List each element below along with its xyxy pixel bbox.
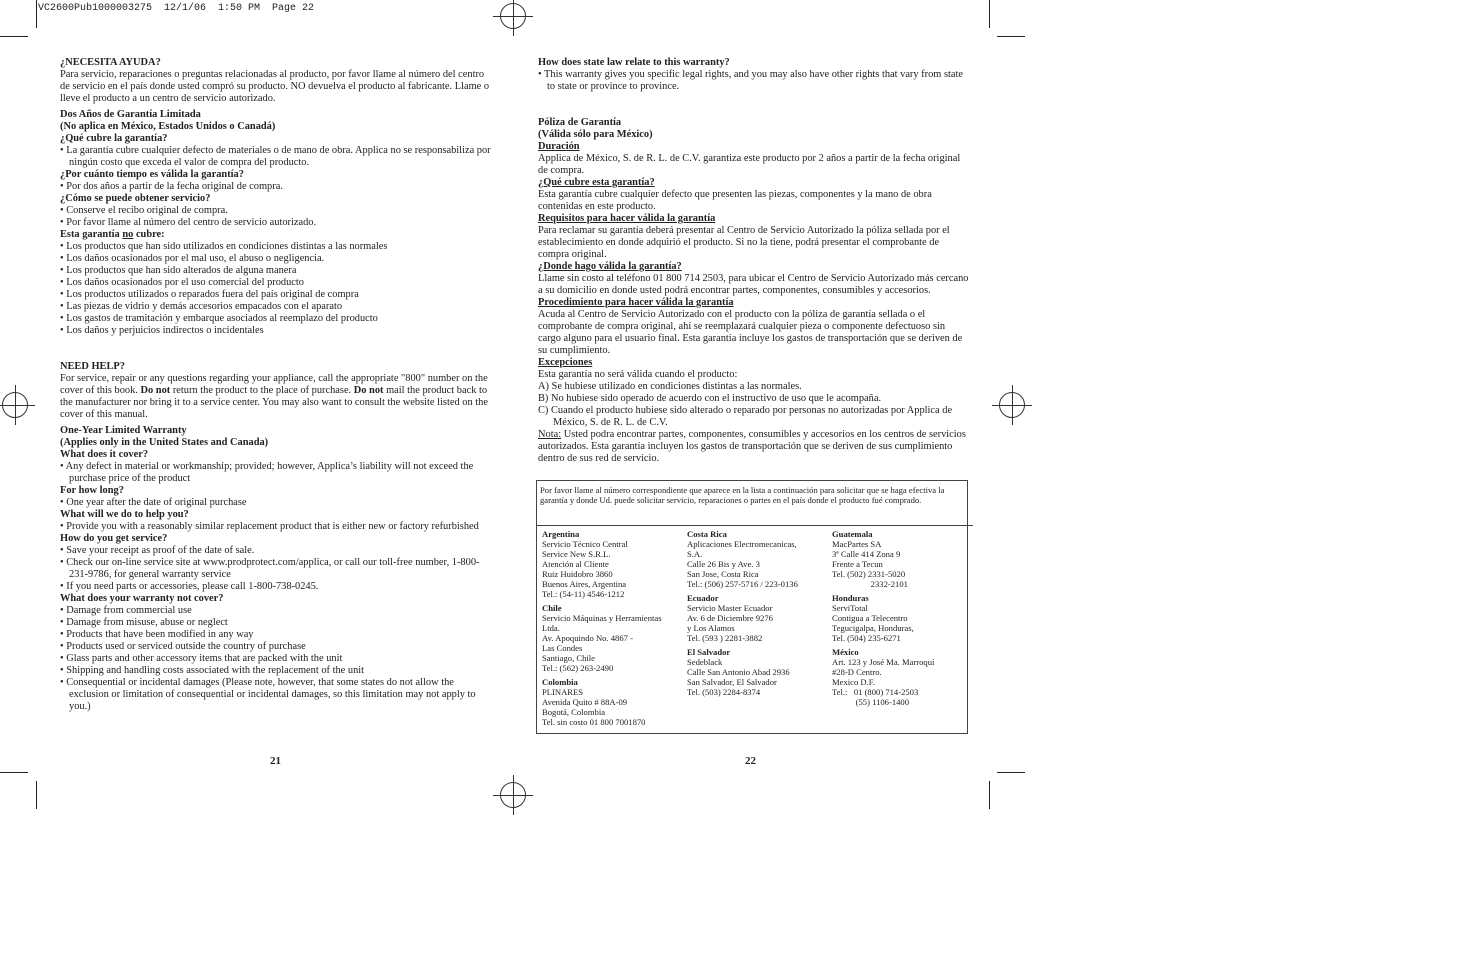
question: For how long? — [60, 485, 124, 496]
section-subtitle: (Válida sólo para México) — [538, 129, 653, 140]
page-number: 21 — [270, 755, 281, 767]
bullet-item: • Any defect in material or workmanship; provided; however, Applica’s liability will not exceed the purchase price of the product — [60, 461, 474, 484]
country-name: Argentina — [542, 529, 580, 539]
crop-mark — [0, 36, 28, 37]
paragraph: Esta garantía no será válida cuando el producto: — [538, 369, 738, 380]
section-title: ¿NECESITA AYUDA? — [60, 57, 161, 68]
right-page-column — [538, 57, 970, 465]
bullet-item: • Shipping and handling costs associated with the replacement of the unit — [60, 665, 365, 676]
crop-mark — [36, 781, 37, 809]
list-item: B) No hubiese sido operado de acuerdo con el instructivo de uso que le acompaña. — [538, 393, 882, 404]
address-line: 3ª Calle 414 Zona 9 — [832, 549, 901, 559]
bullet-item: • Check our on-line service site at www.prodprotect.com/applica, or call our toll-free number, 1-800-231-9786, for general warranty service — [60, 557, 480, 580]
subheading: ¿Qué cubre esta garantía? — [538, 177, 655, 188]
address-line: Calle San Antonio Abad 2936 — [687, 667, 790, 677]
bullet-item: • Damage from misuse, abuse or neglect — [60, 617, 228, 628]
section-subtitle: (No aplica en México, Estados Unidos o Canadá) — [60, 121, 276, 132]
crop-mark — [0, 772, 28, 773]
service-centers-box — [536, 480, 968, 734]
address-line: PLINARES — [542, 687, 584, 697]
address-line: Tel. (504) 235-6271 — [832, 633, 901, 643]
service-column-1 — [542, 529, 682, 727]
bullet-item: • Los daños ocasionados por el mal uso, el abuso o negligencia. — [60, 253, 325, 264]
bullet-item: • If you need parts or accessories, please call 1-800-738-0245. — [60, 581, 319, 592]
address-line: Contigua a Telecentro — [832, 613, 908, 623]
address-line: #28-D Centro. — [832, 667, 882, 677]
address-line: Mexico D.F. — [832, 677, 875, 687]
address-line: Ruiz Huidobro 3860 — [542, 569, 613, 579]
subheading: Excepciones — [538, 357, 593, 368]
note-paragraph: Nota: Usted podra encontrar partes, componentes, consumibles y accesorios en los centros de servicios autorizados. Esta garantía incluyen los gastos de transportación que se deriven de sus cumplimiento dentro de sus red de servicio. — [538, 429, 966, 464]
list-item: C) Cuando el producto hubiese sido alterado o reparado por personas no autorizadas por Applica de México, S. de R. L. de C.V. — [538, 405, 953, 428]
paragraph: Llame sin costo al teléfono 01 800 714 2503, para ubicar el Centro de Servicio Autorizado más cercano a su domicilio en donde usted podrá encontrar partes, componentes, consumibles y accesorios. — [538, 273, 969, 296]
address-line: Bogotá, Colombia — [542, 707, 606, 717]
address-line: S.A. — [687, 549, 703, 559]
address-line: Sedeblack — [687, 657, 723, 667]
address-line: Servicio Máquinas y Herramientas — [542, 613, 662, 623]
bullet-item: • Conserve el recibo original de compra. — [60, 205, 228, 216]
bullet-item: • Provide you with a reasonably similar replacement product that is either new or factory refurbished — [60, 521, 479, 532]
address-line: Servicio Técnico Central — [542, 539, 628, 549]
country-name: Chile — [542, 603, 562, 613]
address-line: Av. Apoquindo No. 4867 - — [542, 633, 633, 643]
bullet-item: • Los productos utilizados o reparados fuera del país original de compra — [60, 289, 359, 300]
address-line: Frente a Tecun — [832, 559, 883, 569]
address-line: MacPartes SA — [832, 539, 882, 549]
crop-mark — [989, 781, 990, 809]
address-line: (55) 1106-1400 — [832, 697, 910, 707]
paragraph: Para servicio, reparaciones o preguntas relacionadas al producto, por favor llame al número del centro de servicio en el país donde usted compró su producto. NO devuelva el producto al fabricante. Llame o lleve el producto a un centro de servicio autorizado. — [60, 69, 490, 104]
address-line: Las Condes — [542, 643, 583, 653]
crop-mark — [36, 0, 37, 28]
address-line: Tel.: 01 (800) 714-2503 — [832, 687, 919, 697]
paragraph: Para reclamar su garantía deberá presentar al Centro de Servicio Autorizado la póliza sellada por el establecimiento en donde adquirió el producto. Si no la tiene, podrá presentar el comprobante de compra original. — [538, 225, 950, 260]
bullet-item: • Por favor llame al número del centro de servicio autorizado. — [60, 217, 317, 228]
country-name: México — [832, 647, 859, 657]
question: ¿Por cuánto tiempo es válida la garantía? — [60, 169, 244, 180]
print-slug: VC2600Pub1000003275 12/1/06 1:50 PM Page 22 — [38, 3, 315, 14]
address-line: Atención al Cliente — [542, 559, 609, 569]
bullet-item: • Por dos años a partir de la fecha original de compra. — [60, 181, 283, 192]
service-column-3 — [832, 529, 972, 707]
address-line: Servicio Master Ecuador — [687, 603, 773, 613]
address-line: Tel.: (506) 257-5716 / 223-0136 — [687, 579, 798, 589]
question: How does state law relate to this warranty? — [538, 57, 730, 68]
paragraph: For service, repair or any questions regarding your appliance, call the appropriate "800" number on the cover of this book. Do not return the product to the place of purchase. Do not mail the product back to the manufacturer nor bring it to a service center. You may also want to consult the website listed on the cover of this manual. — [60, 373, 488, 420]
paragraph: Acuda al Centro de Servicio Autorizado con el producto con la póliza de garantía sellada o el comprobante de compra original, ahí se reemplazará cualquier pieza o componente defectuoso sin cargo alguno para el usuario final. Esta garantía incluye los gastos de transportación que se deriven de su cumplimiento. — [538, 309, 963, 356]
bullet-item: • Consequential or incidental damages (Please note, however, that some states do not allow the exclusion or limitation of consequential or incidental damages, so this limitation may not apply to you.) — [60, 677, 476, 712]
list-item: A) Se hubiese utilizado en condiciones distintas a las normales. — [538, 381, 802, 392]
address-line: Tel.: (54-11) 4546-1212 — [542, 589, 625, 599]
left-page-column — [60, 57, 492, 713]
subheading: Procedimiento para hacer válida la garantía — [538, 297, 734, 308]
section-title: NEED HELP? — [60, 361, 125, 372]
section-title: Póliza de Garantía — [538, 117, 622, 128]
country-name: El Salvador — [687, 647, 731, 657]
bullet-item: • La garantía cubre cualquier defecto de materiales o de mano de obra. Applica no se responsabiliza por ningún costo que exceda el valor de compra del producto. — [60, 145, 491, 168]
country-name: Costa Rica — [687, 529, 727, 539]
subheading: Duración — [538, 141, 580, 152]
address-line: Calle 26 Bis y Ave. 3 — [687, 559, 760, 569]
service-column-2 — [687, 529, 827, 697]
address-line: San Salvador, El Salvador — [687, 677, 777, 687]
question: Esta garantía no cubre: — [60, 229, 165, 240]
section-subtitle: (Applies only in the United States and Canada) — [60, 437, 269, 448]
address-line: Ltda. — [542, 623, 560, 633]
country-name: Ecuador — [687, 593, 719, 603]
paragraph: Esta garantía cubre cualquier defecto que presenten las piezas, componentes y la mano de obra contenidas en este producto. — [538, 189, 932, 212]
question: ¿Qué cubre la garantía? — [60, 133, 168, 144]
bullet-item: • This warranty gives you specific legal rights, and you may also have other rights that vary from state to state or province to province. — [538, 69, 964, 92]
address-line: Aplicaciones Electromecanicas, — [687, 539, 797, 549]
bullet-item: • Los daños ocasionados por el uso comercial del producto — [60, 277, 305, 288]
bullet-item: • Products used or serviced outside the country of purchase — [60, 641, 306, 652]
section-title: Dos Años de Garantía Limitada — [60, 109, 201, 120]
country-name: Colombia — [542, 677, 578, 687]
bullet-item: • Products that have been modified in any way — [60, 629, 254, 640]
address-line: Avenida Quito # 88A-09 — [542, 697, 628, 707]
address-line: Santiago, Chile — [542, 653, 595, 663]
crop-mark — [989, 0, 990, 28]
address-line: Tel. (502) 2331-5020 — [832, 569, 906, 579]
registration-mark-icon — [2, 392, 28, 418]
country-name: Honduras — [832, 593, 869, 603]
address-line: Tegucigalpa, Honduras, — [832, 623, 914, 633]
bullet-item: • Damage from commercial use — [60, 605, 192, 616]
bullet-item: • Los gastos de tramitación y embarque asociados al reemplazo del producto — [60, 313, 378, 324]
question: How do you get service? — [60, 533, 168, 544]
paragraph: Applica de México, S. de R. L. de C.V. garantiza este producto por 2 años a partir de la fecha original de compra. — [538, 153, 961, 176]
crop-mark — [997, 36, 1025, 37]
address-line: ServiTotal — [832, 603, 868, 613]
question: What does your warranty not cover? — [60, 593, 224, 604]
bullet-item: • Los daños y perjuicios indirectos o incidentales — [60, 325, 264, 336]
bullet-item: • Los productos que han sido alterados de alguna manera — [60, 265, 297, 276]
bullet-item: • Las piezas de vidrio y demás accesorios empacados con el aparato — [60, 301, 343, 312]
address-line: Buenos Aires, Argentina — [542, 579, 627, 589]
address-line: Service New S.R.L. — [542, 549, 611, 559]
address-line: Tel. (503) 2284-8374 — [687, 687, 761, 697]
section-title: One-Year Limited Warranty — [60, 425, 187, 436]
address-line: Tel. (593 ) 2281-3882 — [687, 633, 763, 643]
address-line: Tel. sin costo 01 800 7001870 — [542, 717, 646, 727]
registration-mark-icon — [999, 392, 1025, 418]
registration-mark-icon — [500, 3, 526, 29]
crop-mark — [997, 772, 1025, 773]
question: What will we do to help you? — [60, 509, 189, 520]
subheading: Requisitos para hacer válida la garantía — [538, 213, 716, 224]
question: What does it cover? — [60, 449, 149, 460]
address-line: 2332-2101 — [832, 579, 908, 589]
bullet-item: • One year after the date of original purchase — [60, 497, 247, 508]
question: ¿Cómo se puede obtener servicio? — [60, 193, 211, 204]
address-line: Art. 123 y José Ma. Marroquí — [832, 657, 935, 667]
page-number: 22 — [745, 755, 756, 767]
address-line: Tel.: (562) 263-2490 — [542, 663, 614, 673]
address-line: San Jose, Costa Rica — [687, 569, 759, 579]
bullet-item: • Los productos que han sido utilizados en condiciones distintas a las normales — [60, 241, 388, 252]
address-line: y Los Alamos — [687, 623, 735, 633]
bullet-item: • Glass parts and other accessory items that are packed with the unit — [60, 653, 343, 664]
service-centers-intro: Por favor llame al número correspondiente que aparece en la lista a continuación para solicitar que se haga efectiva la garantía y donde Ud. puede solicitar servicio, reparaciones o partes en el país donde el producto fué comprado. — [537, 481, 973, 526]
address-line: Av. 6 de Diciembre 9276 — [687, 613, 773, 623]
bullet-item: • Save your receipt as proof of the date of sale. — [60, 545, 255, 556]
subheading: ¿Donde hago válida la garantía? — [538, 261, 682, 272]
registration-mark-icon — [500, 782, 526, 808]
country-name: Guatemala — [832, 529, 873, 539]
